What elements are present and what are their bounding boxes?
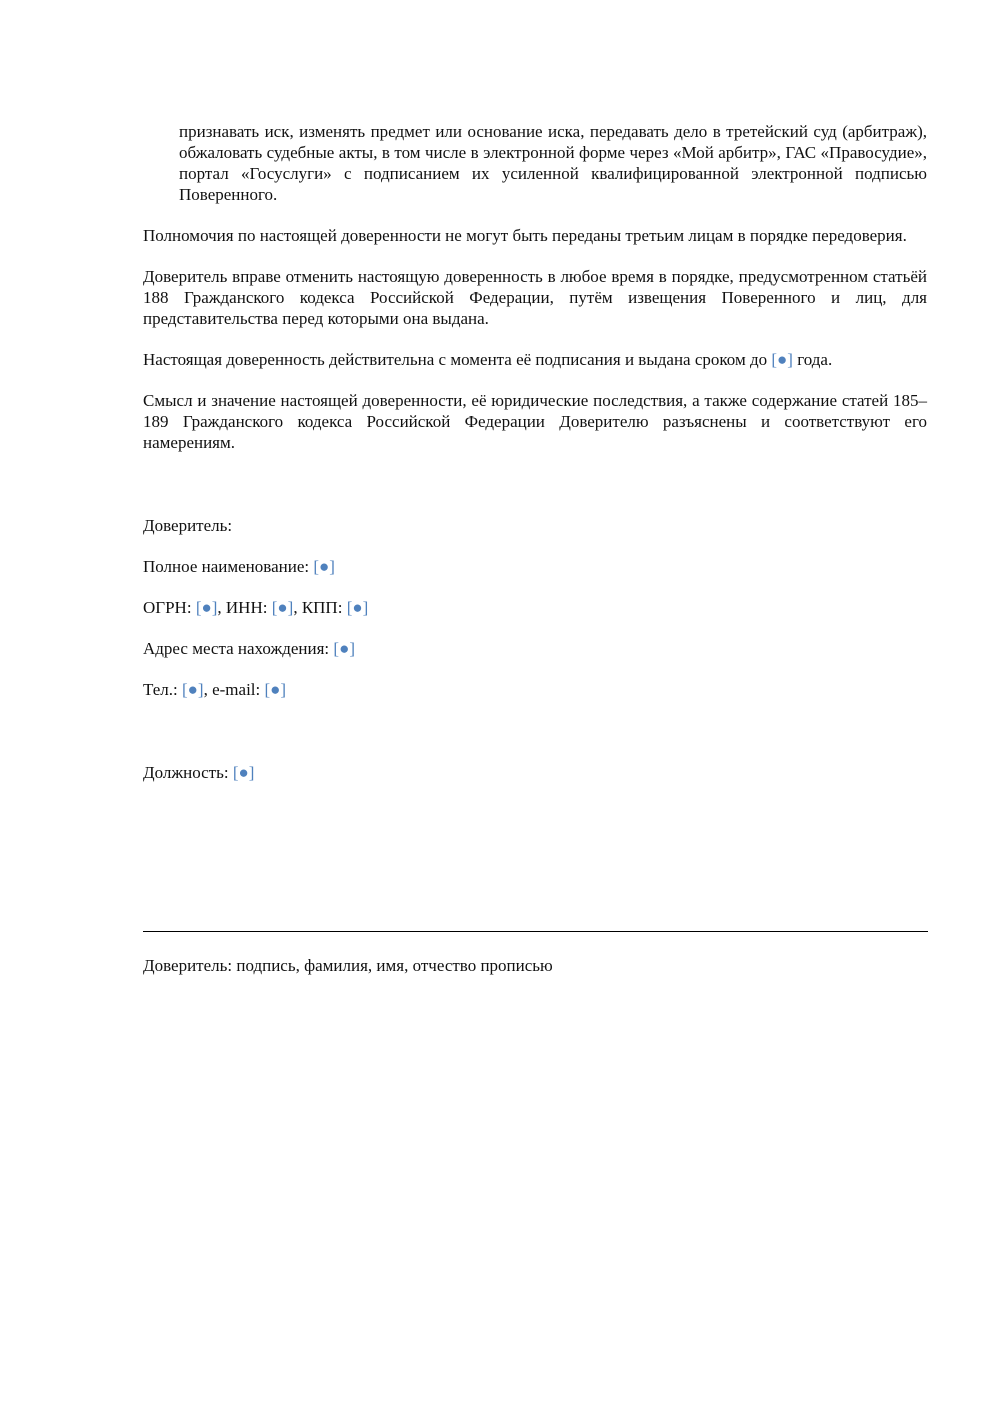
validity-text-start: Настоящая доверенность действительна с момента её подписания и выдана сроком до	[143, 350, 772, 369]
address-placeholder: [●]	[333, 639, 355, 658]
meaning-paragraph: Смысл и значение настоящей доверенности, её юридические последствия, а также содержание статей 185–189 Гражданского кодекса Российской Федерации Доверителю разъяснены и соответствуют его намерениям.	[143, 391, 927, 452]
principal-full-name	[143, 556, 927, 577]
no-delegation-paragraph: Полномочия по настоящей доверенности не могут быть переданы третьим лицам в порядке передоверия.	[143, 226, 907, 245]
email-placeholder: [●]	[264, 680, 287, 699]
principal-address	[143, 638, 927, 659]
address-label: Адрес места нахождения:	[143, 639, 334, 658]
kpp-placeholder: [●]	[346, 598, 369, 617]
signature-caption: Доверитель: подпись, фамилия, имя, отчество прописью	[143, 956, 553, 975]
kpp-label: , КПП:	[293, 598, 347, 617]
phone-label: Тел.:	[143, 680, 182, 699]
continuation-paragraph: признавать иск, изменять предмет или основание иска, передавать дело в третейский суд (арбитраж), обжаловать судебные акты, в том числе в электронной форме через «Мой арбитр», ГАС «Правосудие», портал «Госуслуги» с подписанием их усиленной квалифицированной электронной подписью Поверенного.	[179, 122, 927, 204]
ogrn-placeholder: [●]	[195, 598, 218, 617]
inn-label: , ИНН:	[217, 598, 272, 617]
ogrn-label: ОГРН:	[143, 598, 196, 617]
validity-text-end: года.	[792, 350, 833, 369]
full-name-placeholder: [●]	[313, 557, 335, 576]
email-label: , e-mail:	[203, 680, 265, 699]
validity-paragraph	[143, 349, 927, 370]
revocation-paragraph: Доверитель вправе отменить настоящую доверенность в любое время в порядке, предусмотренном статьёй 188 Гражданского кодекса Российской Федерации, путём извещения Поверенного и лиц, для представительства перед которыми она выдана.	[143, 267, 927, 328]
principal-position	[143, 762, 927, 783]
position-placeholder: [●]	[232, 763, 255, 782]
signature-line	[143, 931, 928, 932]
principal-heading: Доверитель:	[143, 516, 233, 535]
phone-placeholder: [●]	[182, 680, 204, 699]
position-label: Должность:	[143, 763, 233, 782]
principal-contacts	[143, 679, 927, 700]
validity-term-placeholder: [●]	[771, 350, 793, 369]
document-body	[143, 121, 927, 783]
inn-placeholder: [●]	[271, 598, 294, 617]
full-name-label: Полное наименование:	[143, 557, 314, 576]
principal-registration	[143, 597, 927, 618]
